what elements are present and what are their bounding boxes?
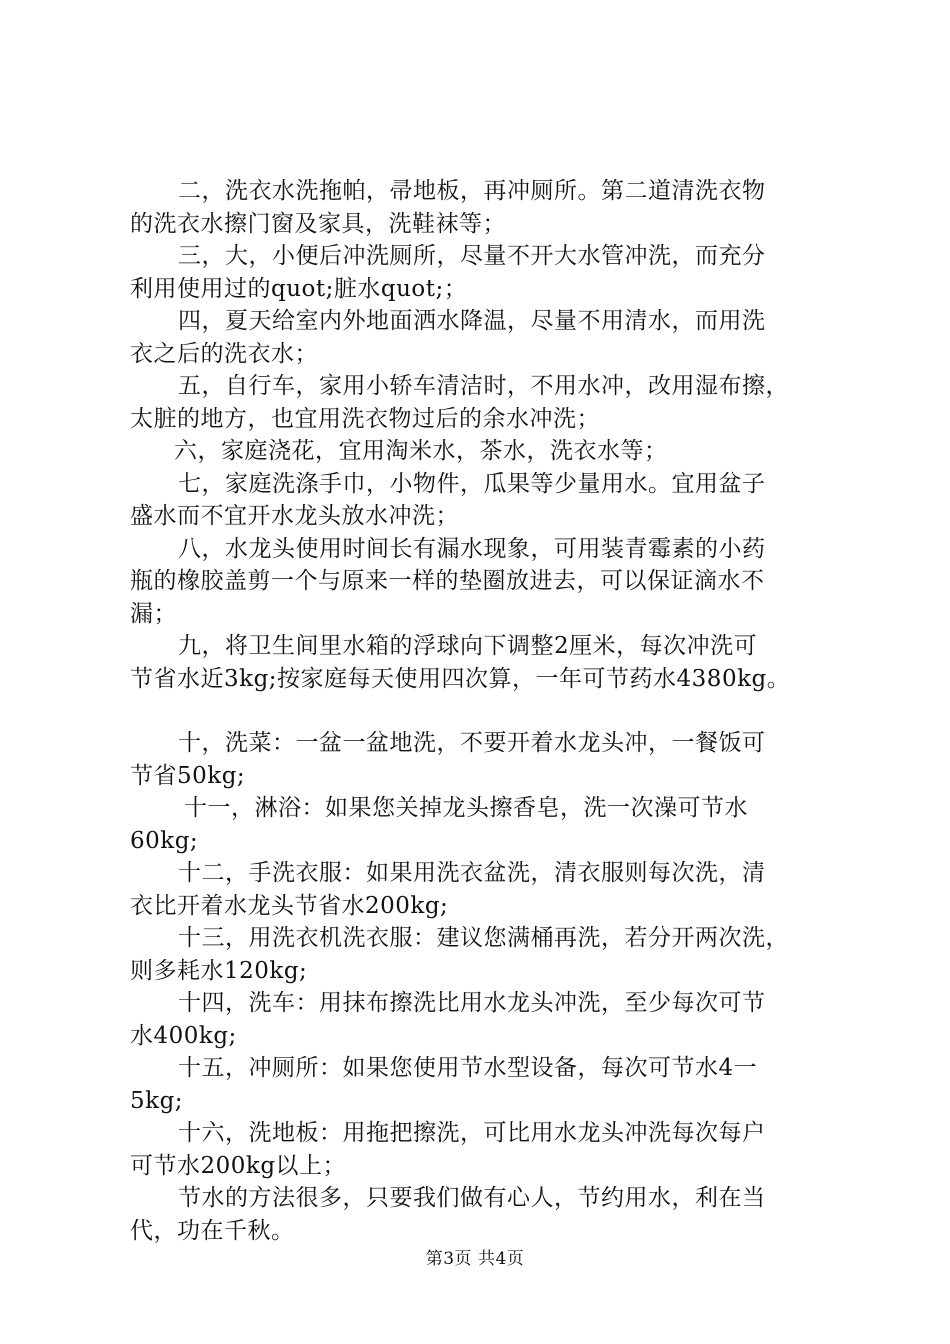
paragraph-15-line-2: 5kg;: [130, 1087, 184, 1114]
paragraph-4-line-2: 衣之后的洗衣水；: [130, 340, 318, 367]
paragraph-12-line-1: 十二，手洗衣服：如果用洗衣盆洗，清衣服则每次洗，清: [178, 860, 766, 886]
paragraph-gap: [130, 695, 830, 727]
paragraph-3-line-2: 利用使用过的quot;脏水quot;；: [130, 275, 468, 302]
paragraph-13-line-2: 则多耗水120kg;: [130, 957, 308, 984]
paragraph-12-line-2: 衣比开着水龙头节省水200kg;: [130, 892, 449, 919]
paragraph-6-line-1: 六，家庭浇花，宜用淘米水，茶水，洗衣水等；: [174, 438, 668, 464]
page-number-footer: 第3页 共4页: [425, 1249, 525, 1269]
paragraph-9-line-2: 节省水近3kg;按家庭每天使用四次算，一年可节药水4380kg。: [130, 665, 791, 692]
document-body: [130, 175, 830, 1247]
paragraph-10-line-2: 节省50kg;: [130, 762, 246, 789]
paragraph-4-line-1: 四，夏天给室内外地面洒水降温，尽量不用清水，而用洗: [178, 308, 766, 334]
paragraph-14-line-2: 水400kg;: [130, 1022, 237, 1049]
paragraph-5-line-1: 五，自行车，家用小轿车清洁时，不用水冲，改用湿布擦，: [178, 373, 789, 399]
paragraph-13-line-1: 十三，用洗衣机洗衣服：建议您满桶再洗，若分开两次洗，: [178, 925, 789, 951]
closing-paragraph-line-1: 节水的方法很多，只要我们做有心人，节约用水，利在当: [178, 1185, 766, 1211]
paragraph-2-line-1: 二，洗衣水洗拖帕，帚地板，再冲厕所。第二道清洗衣物: [178, 178, 766, 204]
paragraph-8-line-2: 瓶的橡胶盖剪一个与原来一样的垫圈放进去，可以保证滴水不: [130, 568, 765, 594]
paragraph-3-line-1: 三，大，小便后冲洗厕所，尽量不开大水管冲洗，而充分: [178, 243, 766, 269]
closing-paragraph-line-2: 代，功在千秋。: [130, 1217, 295, 1244]
paragraph-16-line-2: 可节水200kg以上；: [130, 1152, 347, 1179]
paragraph-11-line-2: 60kg;: [130, 827, 199, 854]
paragraph-7-line-1: 七，家庭洗涤手巾，小物件，瓜果等少量用水。宜用盆子: [178, 470, 766, 497]
paragraph-11-line-1: 十一，淋浴：如果您关掉龙头擦香皂，洗一次澡可节水: [184, 795, 748, 821]
paragraph-8-line-1: 八，水龙头使用时间长有漏水现象，可用装青霉素的小药: [178, 535, 766, 562]
paragraph-2-line-2: 的洗衣水擦门窗及家具，洗鞋袜等；: [130, 210, 506, 237]
paragraph-5-line-2: 太脏的地方，也宜用洗衣物过后的余水冲洗；: [130, 405, 600, 432]
paragraph-10-line-1: 十，洗菜：一盆一盆地洗，不要开着水龙头冲，一餐饭可: [178, 730, 766, 756]
paragraph-16-line-1: 十六，洗地板：用拖把擦洗，可比用水龙头冲洗每次每户: [178, 1120, 766, 1146]
paragraph-8-line-3: 漏；: [130, 600, 177, 627]
paragraph-7-line-2: 盛水而不宜开水龙头放水冲洗；: [130, 503, 459, 529]
paragraph-14-line-1: 十四，洗车：用抹布擦洗比用水龙头冲洗，至少每次可节: [178, 990, 766, 1016]
paragraph-15-line-1: 十五，冲厕所：如果您使用节水型设备，每次可节水4一: [178, 1055, 758, 1081]
paragraph-9-line-1: 九，将卫生间里水箱的浮球向下调整2厘米，每次冲洗可: [178, 633, 758, 659]
